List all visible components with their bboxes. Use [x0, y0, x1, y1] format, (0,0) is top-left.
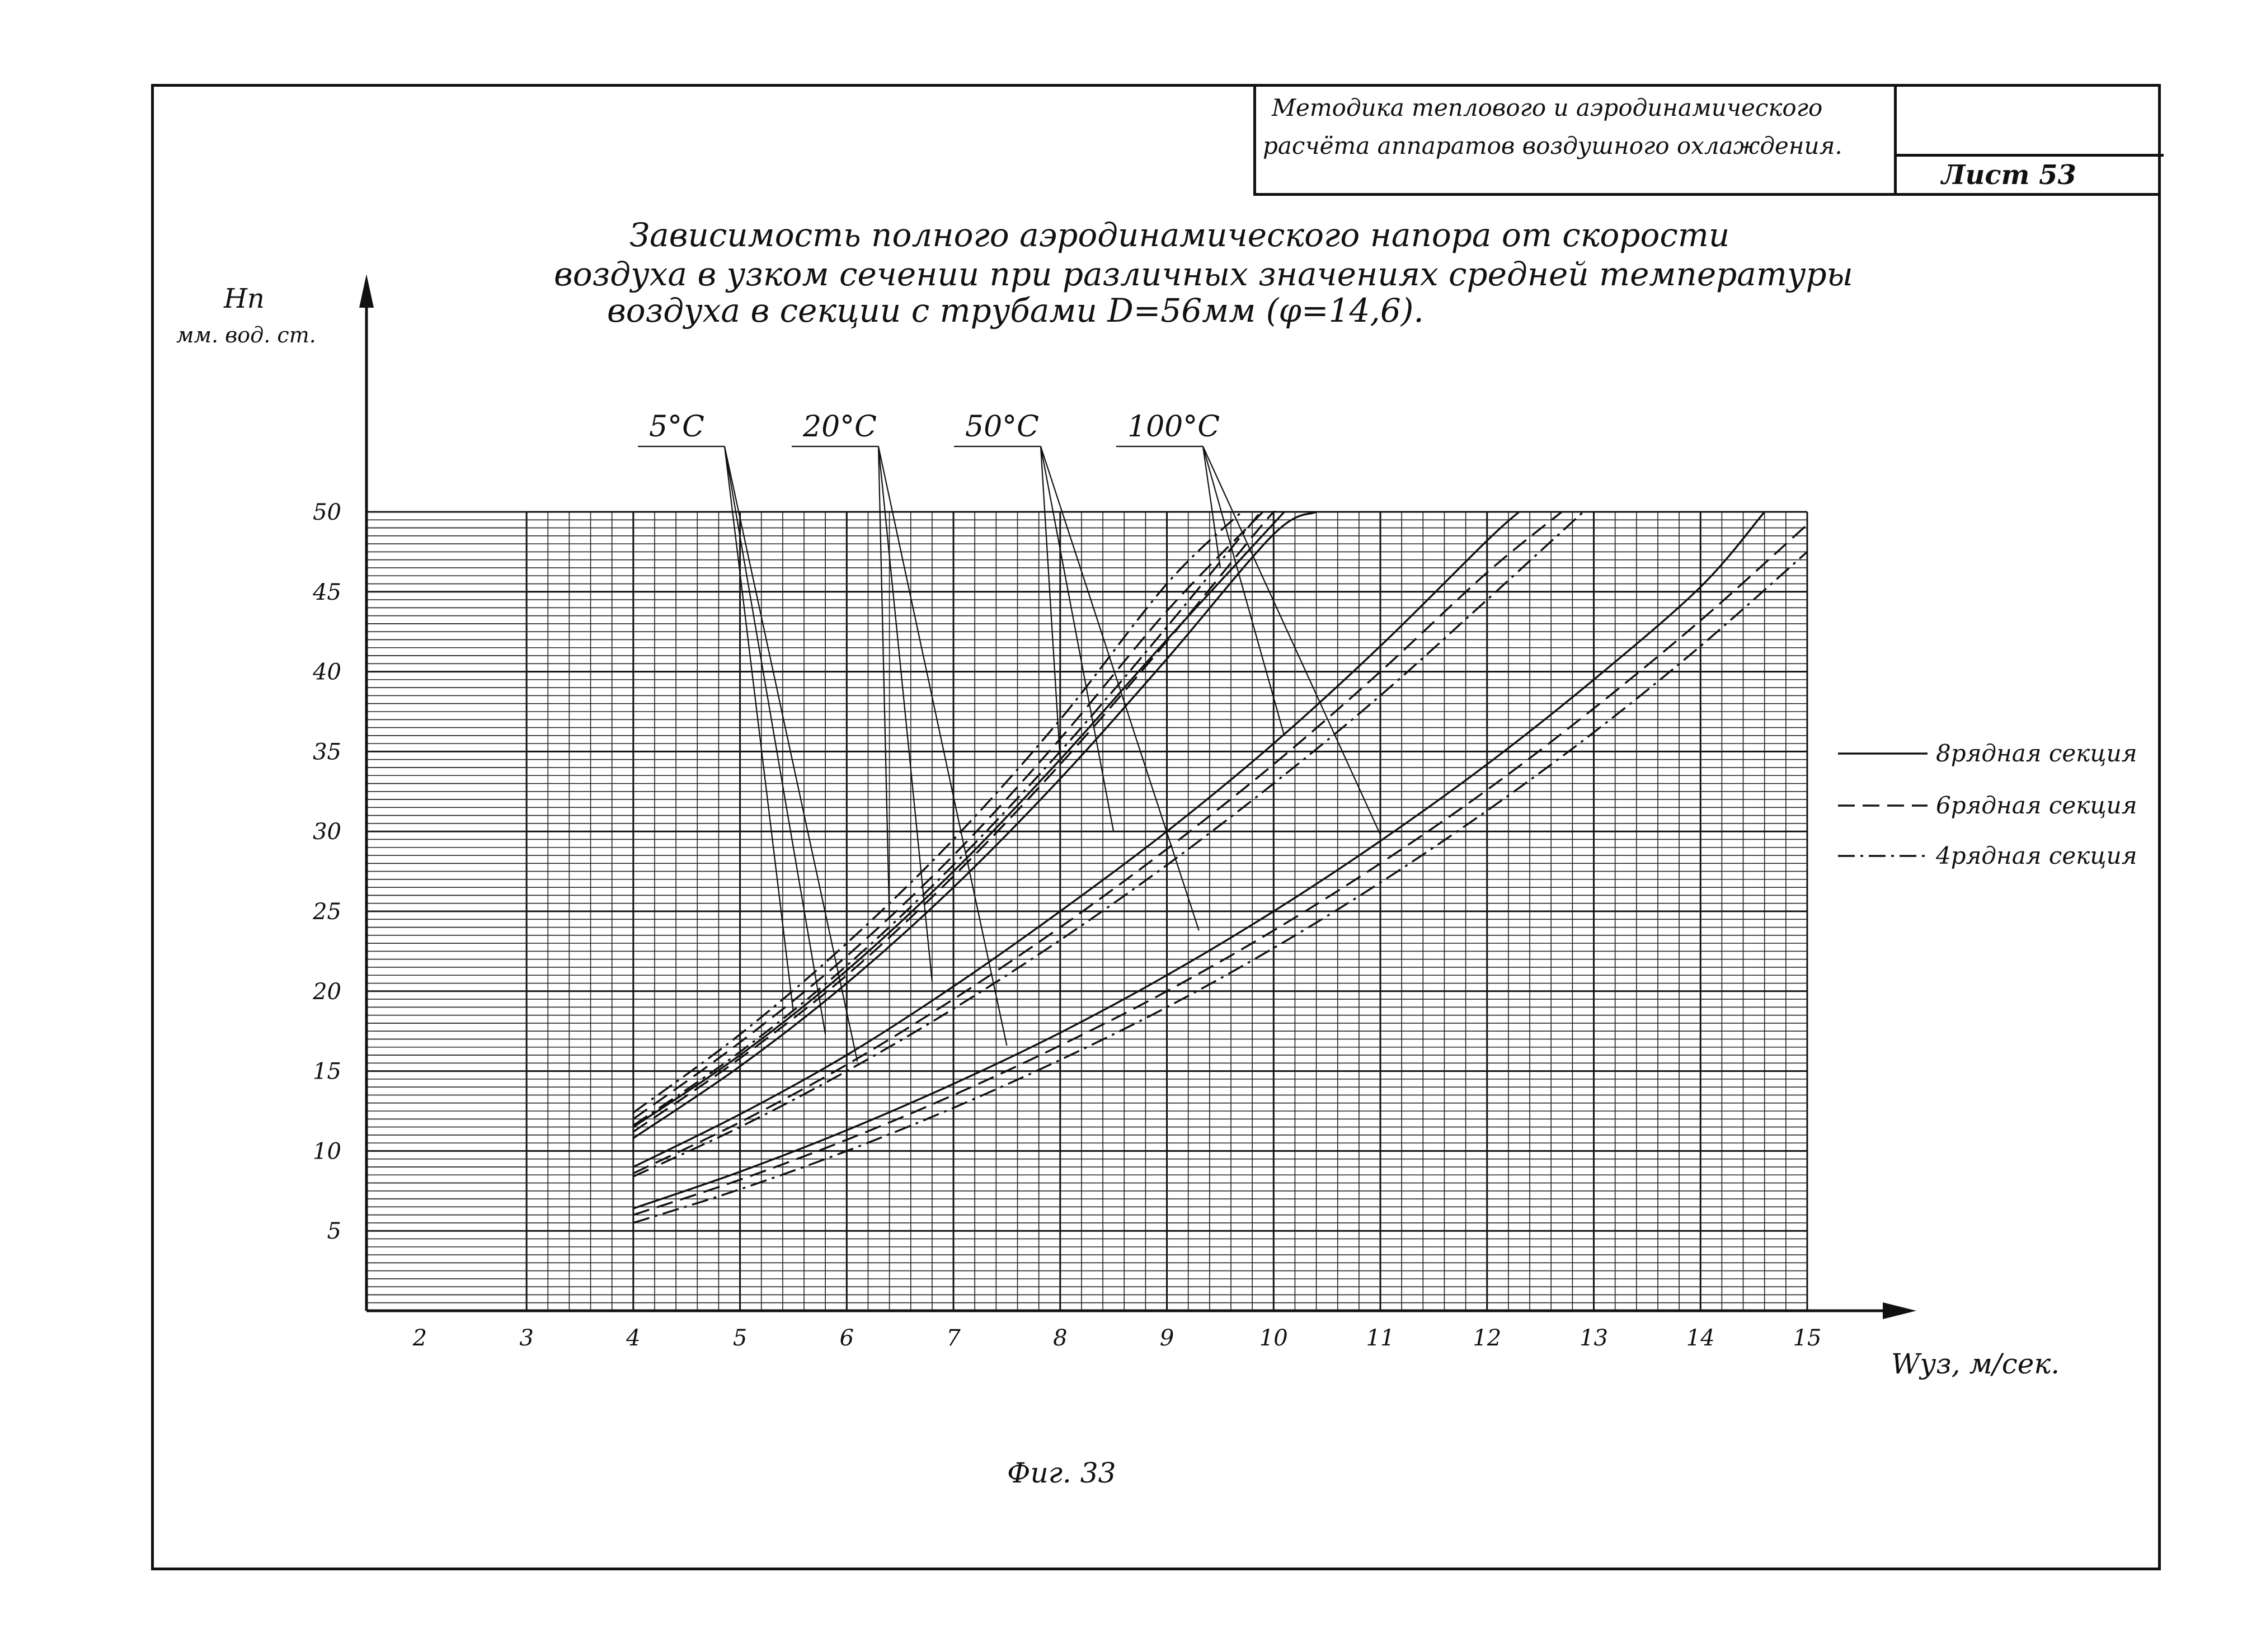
legend-label: 4рядная секция	[1936, 842, 2137, 869]
x-tick-label: 7	[946, 1325, 961, 1351]
curves	[633, 496, 1807, 1222]
x-tick-label: 15	[1793, 1325, 1822, 1351]
leader-line	[1203, 446, 1380, 835]
grid	[366, 512, 1807, 1311]
legend	[1838, 740, 2137, 869]
temperature-label: 20°C	[803, 410, 877, 444]
y-axis-label: Нп	[224, 283, 265, 314]
legend-label: 8рядная секция	[1936, 740, 2137, 767]
x-tick-label: 8	[1053, 1325, 1068, 1351]
sheet-number: Лист 53	[1942, 159, 2076, 191]
chart-title-line-1: Зависимость полного аэродинамического напора от скорости	[629, 216, 1730, 254]
x-tick-label: 2	[412, 1325, 427, 1351]
series-curve	[633, 512, 1242, 1113]
x-tick-label: 13	[1580, 1325, 1608, 1351]
x-tick-label: 9	[1159, 1325, 1174, 1351]
y-tick-label: 25	[313, 899, 341, 925]
title-block-line-1: Методика теплового и аэродинамического	[1272, 94, 1823, 121]
x-axis-arrow	[1883, 1302, 1916, 1319]
chart-title-line-2: воздуха в узком сечении при различных значениях средней температуры	[554, 255, 1853, 293]
temperature-label: 100°C	[1127, 410, 1220, 444]
y-axis-unit: мм. вод. ст.	[176, 323, 316, 347]
chart-title-line-3: воздуха в секции с трубами D=56мм (φ=14,6).	[607, 291, 1424, 330]
y-tick-labels	[312, 500, 341, 1244]
x-tick-label: 14	[1686, 1325, 1715, 1351]
temperature-label: 50°C	[965, 410, 1039, 444]
leader-line	[1041, 446, 1199, 930]
x-tick-label: 5	[732, 1325, 748, 1351]
series-curve	[633, 512, 1765, 1208]
title-block-line-2: расчёта аппаратов воздушного охлаждения.	[1263, 132, 1842, 159]
legend-label: 6рядная секция	[1936, 792, 2137, 819]
leader-line	[878, 446, 932, 982]
y-axis-arrow	[359, 274, 374, 308]
y-tick-label: 15	[313, 1058, 341, 1085]
y-tick-label: 35	[313, 739, 341, 765]
x-tick-label: 4	[626, 1325, 641, 1351]
x-axis-label: Wуз, м/сек.	[1891, 1348, 2060, 1380]
figure-caption: Фиг. 33	[1007, 1457, 1116, 1489]
x-tick-label: 6	[839, 1325, 854, 1351]
y-tick-label: 45	[313, 579, 341, 605]
y-tick-label: 20	[313, 978, 341, 1005]
leader-line	[725, 446, 857, 1061]
x-tick-label: 3	[519, 1325, 534, 1351]
y-tick-label: 50	[313, 500, 341, 525]
temperature-label: 5°C	[649, 410, 704, 444]
y-tick-label: 40	[313, 659, 341, 685]
leader-line	[878, 446, 890, 919]
x-tick-label: 11	[1366, 1325, 1395, 1351]
y-tick-label: 5	[327, 1218, 341, 1245]
y-tick-label: 10	[313, 1138, 341, 1165]
y-tick-label: 30	[313, 819, 341, 845]
x-tick-label: 10	[1259, 1325, 1288, 1351]
x-tick-labels	[412, 1325, 1822, 1351]
x-tick-label: 12	[1473, 1325, 1502, 1351]
leader-line	[1041, 446, 1060, 760]
